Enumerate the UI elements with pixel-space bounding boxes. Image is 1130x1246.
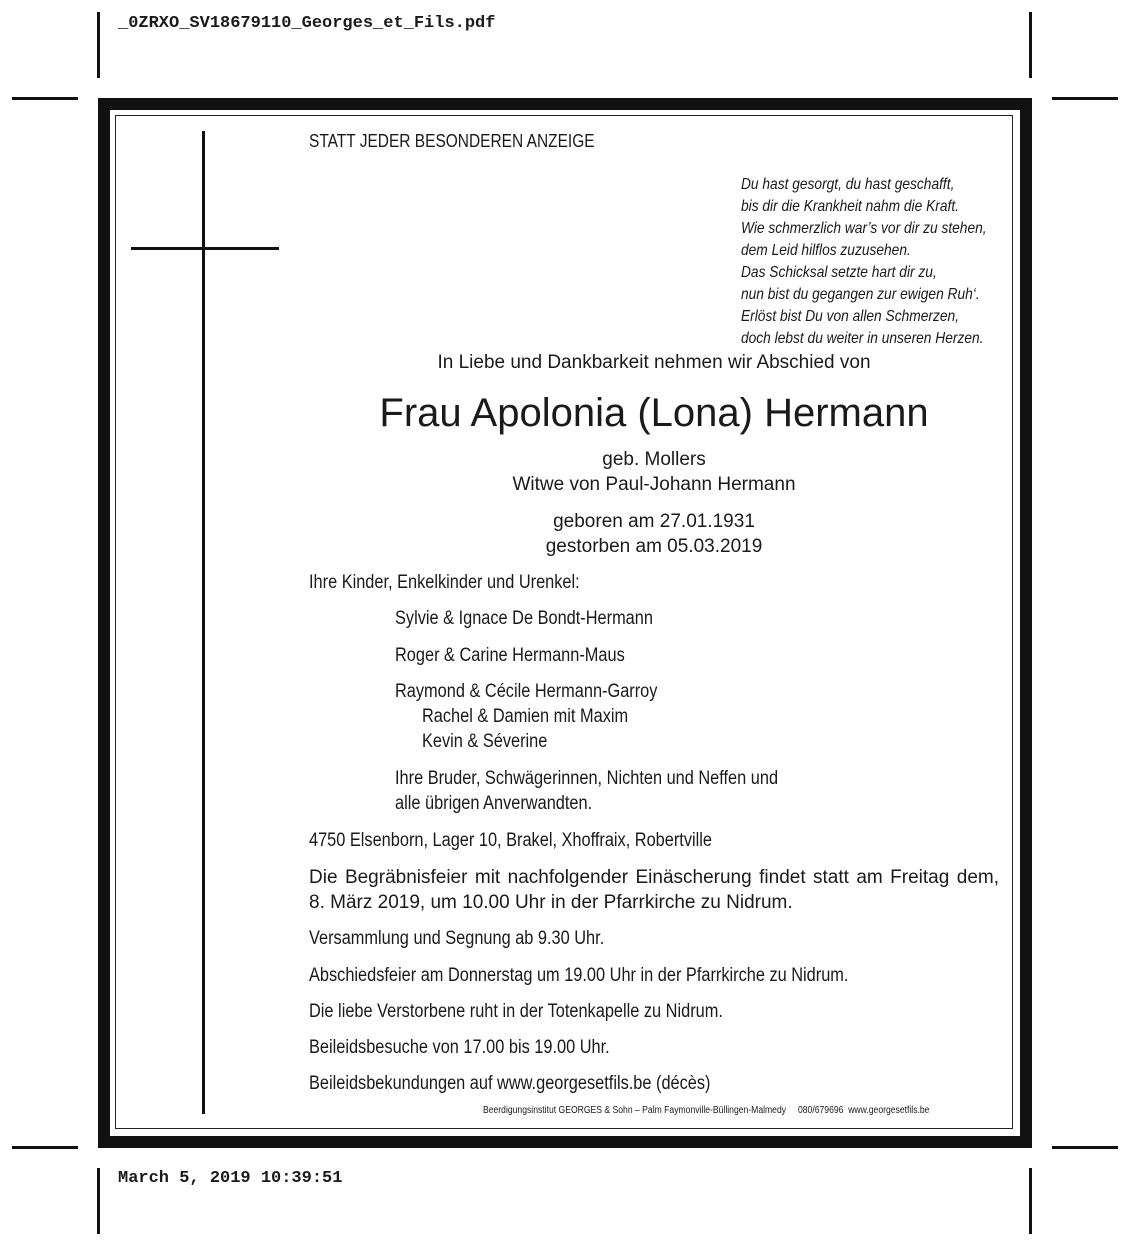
crop-mark [1052,1146,1118,1149]
cross-icon [202,131,205,1114]
poem-line: nun bist du gegangen zur ewigen Ruh‘. [740,286,980,303]
widow-of: Witwe von Paul-Johann Hermann [512,474,796,495]
poem-line: doch lebst du weiter in unseren Herzen. [740,330,984,347]
undertaker-footer: Beerdigungsinstitut GEORGES & Sohn – Palm Faymonville-Büllingen-Malmedy 080/679696 www.georgesetfils.be [482,1105,930,1116]
crop-mark [1029,1168,1032,1234]
family-line: alle übrigen Anverwandten. [395,793,593,814]
address: 4750 Elsenborn, Lager 10, Brakel, Xhoffraix, Robertville [309,830,712,851]
crop-mark [12,97,78,100]
birth-date: geboren am 27.01.1931 [553,511,755,532]
family-line: Ihre Bruder, Schwägerinnen, Nichten und Neffen und [395,768,779,789]
poem-line: Du hast gesorgt, du hast geschafft, [740,176,955,193]
poem-line: Das Schicksal setzte hart dir zu, [740,264,937,281]
family-line: Sylvie & Ignace De Bondt-Hermann [395,608,653,629]
rest-info: Die liebe Verstorbene ruht in der Totenkapelle zu Nidrum. [309,1001,723,1022]
header-text: STATT JEDER BESONDEREN ANZEIGE [309,131,595,151]
crop-mark [1052,97,1118,100]
death-date: gestorben am 05.03.2019 [545,536,763,557]
family-line: Roger & Carine Hermann-Maus [395,645,625,666]
family-line: Kevin & Séverine [422,731,548,752]
farewell-info: Abschiedsfeier am Donnerstag um 19.00 Uhr in der Pfarrkirche zu Nidrum. [309,965,849,986]
family-intro: Ihre Kinder, Enkelkinder und Urenkel: [309,572,580,593]
assembly-info: Versammlung und Segnung ab 9.30 Uhr. [309,928,605,949]
deceased-name: Frau Apolonia (Lona) Hermann [379,391,929,435]
family-line: Rachel & Damien mit Maxim [422,706,629,727]
poem-line: Erlöst bist Du von allen Schmerzen, [740,308,959,325]
crop-mark [1029,12,1032,78]
cross-icon-bar [131,247,279,250]
timestamp: March 5, 2019 10:39:51 [118,1169,343,1188]
notice-border [115,115,1013,1129]
family-line: Raymond & Cécile Hermann-Garroy [395,681,658,702]
poem-line: dem Leid hilflos zuzusehen. [740,242,911,259]
maiden-name: geb. Mollers [602,449,706,470]
notice-frame [98,98,1032,1148]
crop-mark [97,12,100,78]
crop-mark [12,1146,78,1149]
intro-text: In Liebe und Dankbarkeit nehmen wir Abschied von [437,352,871,373]
visits-info: Beileidsbesuche von 17.00 bis 19.00 Uhr. [309,1037,610,1058]
crop-mark [97,1168,100,1234]
file-name: _0ZRXO_SV18679110_Georges_et_Fils.pdf [118,14,496,33]
condolences-info: Beileidsbekundungen auf www.georgesetfils.be (décès) [309,1073,711,1094]
funeral-info: Die Begräbnisfeier mit nachfolgender Einäscherung findet statt am Freitag dem, 8. März 2019, um 10.00 Uhr in der Pfarrkirche zu Nidrum. [309,867,999,913]
poem [741,174,987,350]
poem-line: Wie schmerzlich war’s vor dir zu stehen, [740,220,987,237]
poem-line: bis dir die Krankheit nahm die Kraft. [740,198,959,215]
